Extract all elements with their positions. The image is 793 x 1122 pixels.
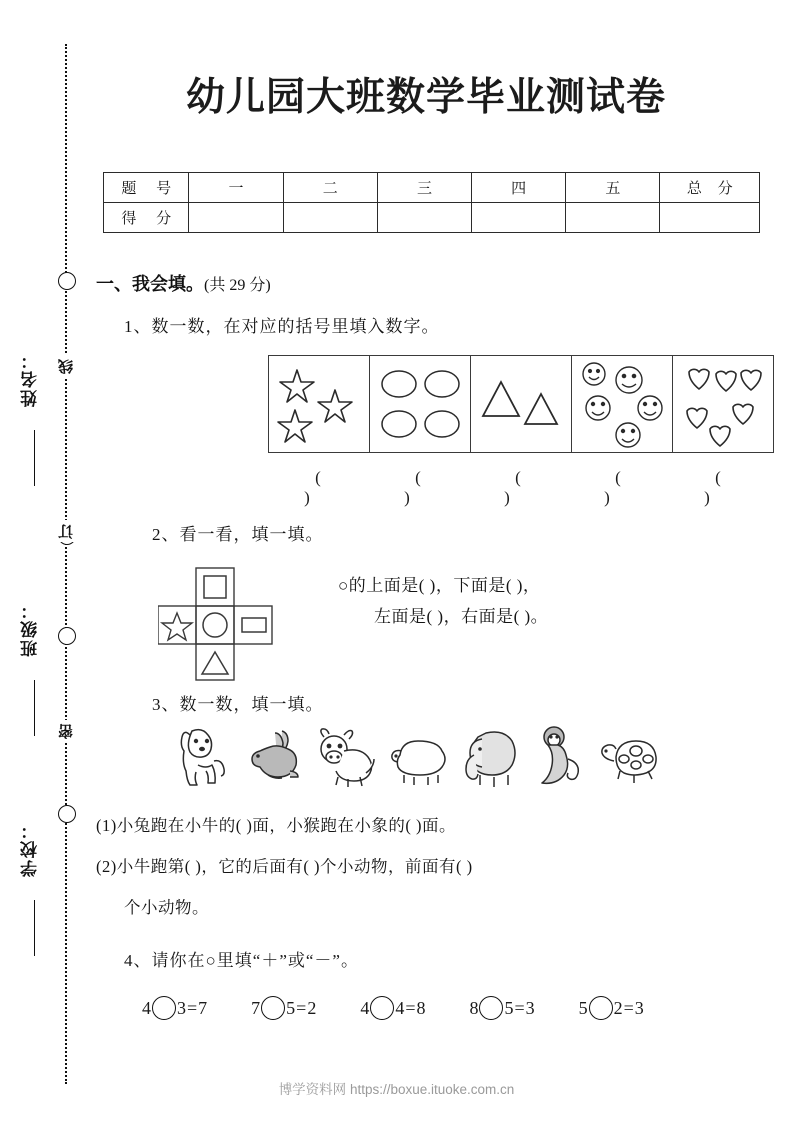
monkey-icon: [532, 725, 586, 787]
elephant-icon: [460, 725, 522, 787]
shape-box-circles: [370, 356, 471, 452]
table-row-question-numbers: [104, 173, 760, 203]
rabbit-icon: [244, 725, 304, 787]
question-3-animal-row: [174, 725, 660, 787]
equals-sign: =: [187, 997, 198, 1018]
equation-1-result: 7: [198, 997, 208, 1018]
column-header-1: 一: [189, 173, 283, 203]
sealing-ring: [58, 627, 76, 645]
question-4-prompt: 4、请你在○里填“＋”或“－”。: [124, 951, 359, 970]
dog-icon: [174, 725, 234, 787]
operator-circle-icon[interactable]: [479, 996, 503, 1020]
equation-3[interactable]: [360, 996, 425, 1020]
column-header-2: 二: [283, 173, 377, 203]
question-1-answer-blanks: [268, 468, 768, 508]
operator-circle-icon[interactable]: [261, 996, 285, 1020]
section-one-title: 一、我会填。: [96, 274, 204, 294]
score-cell-5[interactable]: [566, 203, 660, 233]
row-label-score: 得 分: [104, 203, 189, 233]
sealing-ring: [58, 272, 76, 290]
turtle-icon: [596, 725, 660, 787]
column-header-4: 四: [472, 173, 566, 203]
answer-blank-2[interactable]: ( ): [404, 468, 443, 507]
equation-4[interactable]: [469, 996, 534, 1020]
operator-circle-icon[interactable]: [152, 996, 176, 1020]
footer-watermark: [0, 1078, 793, 1098]
operator-circle-icon[interactable]: [370, 996, 394, 1020]
student-school-rule: [34, 900, 35, 956]
operator-circle-icon[interactable]: [589, 996, 613, 1020]
cow-icon: [314, 725, 378, 787]
shape-box-hearts: [673, 356, 773, 452]
equation-4-operand-a: 8: [469, 997, 479, 1018]
student-name-rule: [34, 430, 35, 486]
equation-4-result: 3: [525, 997, 535, 1018]
equation-3-operand-b: 4: [395, 997, 405, 1018]
column-header-5: 五: [566, 173, 660, 203]
question-3-line-1[interactable]: (1)小兔跑在小牛的( )面，小猴跑在小象的( )面。: [96, 816, 456, 835]
question-2-line-2: 左面是( )，右面是( )。: [374, 607, 549, 626]
equation-4-operand-b: 5: [504, 997, 514, 1018]
score-table: [103, 172, 760, 233]
seal-word-xian: 线: [56, 355, 77, 377]
shape-box-stars: [269, 356, 370, 452]
seal-word-mi: 密: [56, 720, 77, 742]
exam-content: [96, 270, 760, 1018]
equation-2-operand-a: 7: [251, 997, 261, 1018]
equals-sign: =: [623, 997, 634, 1018]
page-title: 幼儿园大班数学毕业测试卷: [185, 76, 666, 119]
equals-sign: =: [514, 997, 525, 1018]
equation-2-result: 2: [307, 997, 317, 1018]
equals-sign: =: [405, 997, 416, 1018]
sealing-dotted-line: [65, 44, 67, 1084]
question-2-blanks[interactable]: [338, 570, 548, 632]
question-2-line-1: ○的上面是( )，下面是( )，: [338, 576, 541, 595]
student-class-field[interactable]: 班级：: [21, 600, 40, 657]
smiley-icon: [572, 356, 672, 452]
score-cell-total[interactable]: [660, 203, 760, 233]
table-row-scores: [104, 203, 760, 233]
score-cell-3[interactable]: [377, 203, 471, 233]
equation-5-operand-a: 5: [578, 997, 588, 1018]
question-1-shape-boxes: [268, 355, 774, 453]
circle-icon: [370, 356, 470, 452]
answer-blank-5[interactable]: ( ): [704, 468, 743, 507]
answer-blank-1[interactable]: ( ): [304, 468, 343, 507]
equation-1[interactable]: [142, 996, 207, 1020]
question-3-line-3: 个小动物。: [124, 898, 209, 917]
equation-3-operand-a: 4: [360, 997, 370, 1018]
sealing-margin: [0, 0, 96, 1122]
shape-box-smileys: [572, 356, 673, 452]
equals-sign: =: [296, 997, 307, 1018]
score-cell-2[interactable]: [283, 203, 377, 233]
equation-1-operand-a: 4: [142, 997, 151, 1018]
seal-word-ding: 订: [56, 520, 77, 542]
footer-site-name: 博学资料网: [278, 1082, 347, 1097]
section-one-heading: [96, 270, 760, 296]
column-header-total: 总 分: [660, 173, 760, 203]
equation-5-result: 3: [634, 997, 644, 1018]
question-3-line-2[interactable]: (2)小牛跑第( )，它的后面有( )个小动物，前面有( ): [96, 857, 473, 876]
question-3-prompt: 3、数一数，填一填。: [152, 695, 324, 714]
equation-5[interactable]: [579, 996, 644, 1020]
student-school-field[interactable]: 学校：: [21, 820, 40, 877]
answer-blank-3[interactable]: ( ): [504, 468, 543, 507]
question-1-prompt: 1、数一数，在对应的括号里填入数字。: [124, 317, 440, 336]
equation-2[interactable]: [251, 996, 316, 1020]
question-4-equations: [142, 996, 644, 1020]
equation-2-operand-b: 5: [286, 997, 296, 1018]
star-icon: [269, 356, 369, 452]
equation-1-operand-b: 3: [177, 997, 186, 1018]
question-2-prompt: 2、看一看，填一填。: [152, 525, 324, 544]
section-one-points: (共 29 分): [204, 277, 271, 294]
sheep-icon: [388, 725, 450, 787]
heart-icon: [673, 356, 773, 452]
footer-url: https://boxue.ituoke.com.cn: [349, 1082, 515, 1097]
score-cell-4[interactable]: [472, 203, 566, 233]
column-header-3: 三: [377, 173, 471, 203]
sealing-ring: [58, 805, 76, 823]
question-2-cross-figure: [158, 564, 278, 682]
answer-blank-4[interactable]: ( ): [604, 468, 643, 507]
row-label-question-number: 题 号: [104, 173, 189, 203]
equation-3-result: 8: [416, 997, 426, 1018]
student-name-field[interactable]: 姓名：: [21, 350, 40, 407]
student-class-rule: [34, 680, 35, 736]
equation-5-operand-b: 2: [613, 997, 623, 1018]
shape-box-triangles: [471, 356, 572, 452]
triangle-icon: [471, 356, 571, 452]
score-cell-1[interactable]: [189, 203, 283, 233]
